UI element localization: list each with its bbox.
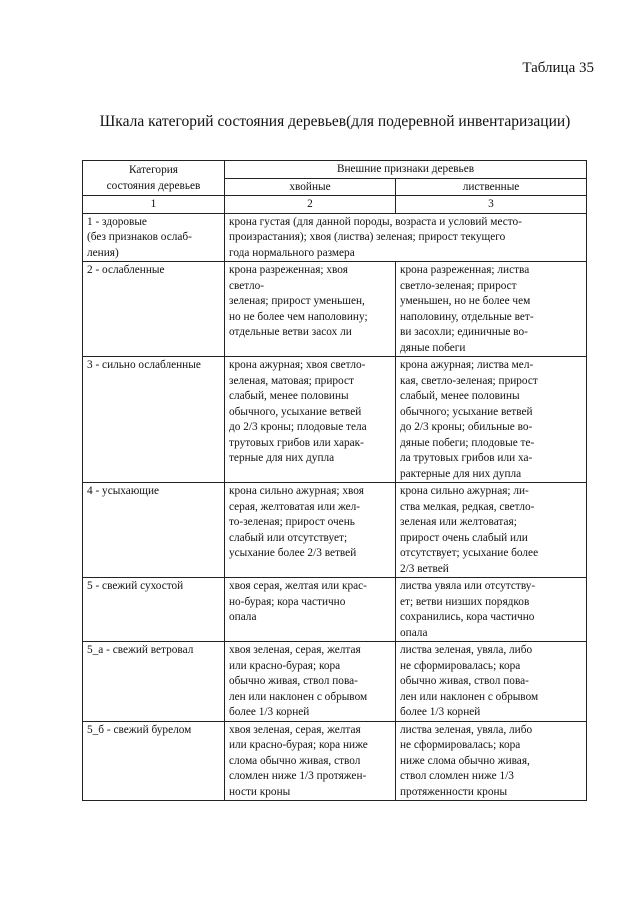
cell-line: или красно-бурая; кора	[229, 659, 341, 672]
cell-line: обычного; усыхание ветвей	[400, 405, 533, 418]
cell-line: (без признаков ослаб-	[87, 231, 192, 243]
table-number: Таблица 35	[522, 60, 594, 76]
header-external-signs: Внешние признаки деревьев	[225, 161, 587, 179]
column-number: 3	[396, 196, 587, 214]
cell-line: опала	[400, 626, 428, 639]
cell-line: Категория	[129, 164, 178, 176]
cell-line: терные для них дупла	[229, 452, 335, 464]
cell-line: состояния деревьев	[106, 179, 201, 192]
cell-line: 2/3 ветвей	[400, 562, 449, 575]
cell-line: слабый, менее половины	[229, 390, 349, 402]
cell-line: или красно-бурая; кора ниже	[229, 739, 368, 751]
document-title: Шкала категорий состояния деревьев(для подеревной инвентаризации)	[99, 113, 571, 130]
table-row	[83, 262, 587, 357]
header-category	[83, 161, 225, 196]
cell-line: ствол сломлен ниже 1/3	[400, 770, 514, 782]
category-cell	[83, 483, 225, 578]
cell-line: 4 - усыхающие	[87, 485, 160, 497]
cell-line: ниже слома обычно живая,	[400, 754, 530, 767]
tree-condition-table	[82, 160, 587, 801]
table-row	[83, 213, 587, 262]
cell-line: слабый, менее половины	[400, 390, 520, 402]
cell-line: более 1/3 корней	[229, 706, 310, 718]
cell-line: прирост очень слабый или	[400, 531, 528, 544]
deciduous-cell	[396, 721, 587, 801]
header-row	[83, 161, 587, 179]
cell-line: дяные побеги	[400, 341, 466, 354]
cell-line: протяженности кроны	[400, 785, 508, 798]
cell-line: зеленая; прирост уменьшен,	[229, 295, 365, 307]
cell-line: не сформировалась; кора	[400, 739, 521, 751]
deciduous-cell	[396, 642, 587, 722]
cell-line: хвоя зеленая, серая, желтая	[229, 723, 361, 736]
cell-line: сохранились, кора частично	[400, 611, 535, 623]
cell-line: 5_б - свежий бурелом	[87, 723, 192, 736]
coniferous-cell	[225, 578, 396, 642]
cell-line: ства мелкая, редкая, светло-	[400, 500, 535, 513]
column-number: 2	[225, 196, 396, 214]
cell-line: зеленая, матовая; прирост	[229, 374, 354, 387]
cell-line: слабый или отсутствует;	[229, 531, 348, 544]
table-row	[83, 642, 587, 722]
cell-line: 1 - здоровые	[87, 215, 147, 228]
cell-line: 3 - сильно ослабленные	[87, 359, 201, 371]
cell-line: но-бурая; кора частично	[229, 595, 346, 608]
cell-line: ления)	[87, 246, 119, 259]
cell-line: рактерные для них дупла	[400, 467, 522, 480]
cell-line: хвоя серая, желтая или крас-	[229, 580, 367, 592]
coniferous-cell	[225, 357, 396, 483]
cell-line: не сформировалась; кора	[400, 659, 521, 672]
table-row	[83, 357, 587, 483]
cell-line: 5_а - свежий ветровал	[87, 644, 194, 656]
cell-line: 5 - свежий сухостой	[87, 580, 184, 592]
cell-line: опала	[229, 611, 257, 623]
cell-line: крона ажурная; листва мел-	[400, 359, 534, 371]
cell-line: ности кроны	[229, 785, 291, 798]
cell-line: хвоя зеленая, серая, желтая	[229, 644, 361, 656]
cell-line: более 1/3 корней	[400, 706, 481, 718]
cell-line: сломлен ниже 1/3 протяжен-	[229, 770, 367, 782]
header-deciduous: лиственные	[396, 178, 587, 196]
cell-line: отсутствует; усыхание более	[400, 547, 539, 559]
cell-line: крона разреженная; хвоя	[229, 264, 348, 276]
cell-line: крона сильно ажурная; ли-	[400, 485, 529, 497]
cell-line: до 2/3 кроны; обильные во-	[400, 421, 533, 433]
cell-line: года нормального размера	[229, 246, 355, 259]
column-number: 1	[83, 196, 225, 214]
table-row	[83, 483, 587, 578]
cell-line: ла трутовых грибов или ха-	[400, 452, 533, 464]
cell-line: серая, желтоватая или жел-	[229, 500, 361, 513]
category-cell	[83, 357, 225, 483]
cell-line: обычно живая, ствол пова-	[229, 675, 358, 687]
category-cell	[83, 213, 225, 262]
cell-line: уменьшен, но не более чем	[400, 295, 531, 307]
deciduous-cell	[396, 357, 587, 483]
cell-line: листва увяла или отсутству-	[400, 580, 536, 592]
cell-line: слома обычно живая, ствол	[229, 754, 361, 767]
cell-line: светло-зеленая; прирост	[400, 279, 517, 292]
cell-line: дяные побеги; плодовые те-	[400, 436, 535, 449]
cell-line: до 2/3 кроны; плодовые тела	[229, 421, 367, 433]
cell-line: наполовину, отдельные вет-	[400, 310, 534, 323]
cell-line: крона разреженная; листва	[400, 264, 530, 276]
table-row	[83, 721, 587, 801]
cell-line: обычного, усыхание ветвей	[229, 405, 362, 418]
cell-line: зеленая или желтоватая;	[400, 516, 517, 528]
coniferous-cell	[225, 262, 396, 357]
cell-line: 2 - ослабленные	[87, 264, 165, 276]
cell-line: произрастания); хвоя (листва) зеленая; прирост текущего	[229, 231, 506, 243]
cell-line: крона густая (для данной породы, возраста и условий место-	[229, 215, 522, 228]
cell-line: ви засохли; единичные во-	[400, 326, 528, 338]
category-cell	[83, 262, 225, 357]
cell-line: светло-	[229, 279, 264, 292]
cell-line: крона сильно ажурная; хвоя	[229, 485, 364, 497]
signs-cell-merged	[225, 213, 587, 262]
cell-line: лен или наклонен с обрывом	[400, 690, 539, 703]
cell-line: отдельные ветви засох ли	[229, 326, 352, 338]
cell-line: но не более чем наполовину;	[229, 310, 368, 323]
column-number-row	[83, 196, 587, 214]
cell-line: листва зеленая, увяла, либо	[400, 723, 533, 736]
cell-line: то-зеленая; прирост очень	[229, 516, 355, 528]
cell-line: листва зеленая, увяла, либо	[400, 644, 533, 656]
cell-line: трутовых грибов или харак-	[229, 436, 364, 449]
cell-line: ет; ветви низших порядков	[400, 595, 530, 608]
cell-line: крона ажурная; хвоя светло-	[229, 359, 366, 371]
category-cell	[83, 721, 225, 801]
header-coniferous: хвойные	[225, 178, 396, 196]
cell-line: лен или наклонен с обрывом	[229, 690, 368, 703]
cell-line: обычно живая, ствол пова-	[400, 675, 529, 687]
table-row	[83, 578, 587, 642]
category-cell	[83, 642, 225, 722]
coniferous-cell	[225, 721, 396, 801]
cell-line: усыхание более 2/3 ветвей	[229, 547, 357, 559]
coniferous-cell	[225, 642, 396, 722]
deciduous-cell	[396, 578, 587, 642]
cell-line: кая, светло-зеленая; прирост	[400, 374, 538, 387]
deciduous-cell	[396, 262, 587, 357]
deciduous-cell	[396, 483, 587, 578]
category-cell	[83, 578, 225, 642]
coniferous-cell	[225, 483, 396, 578]
